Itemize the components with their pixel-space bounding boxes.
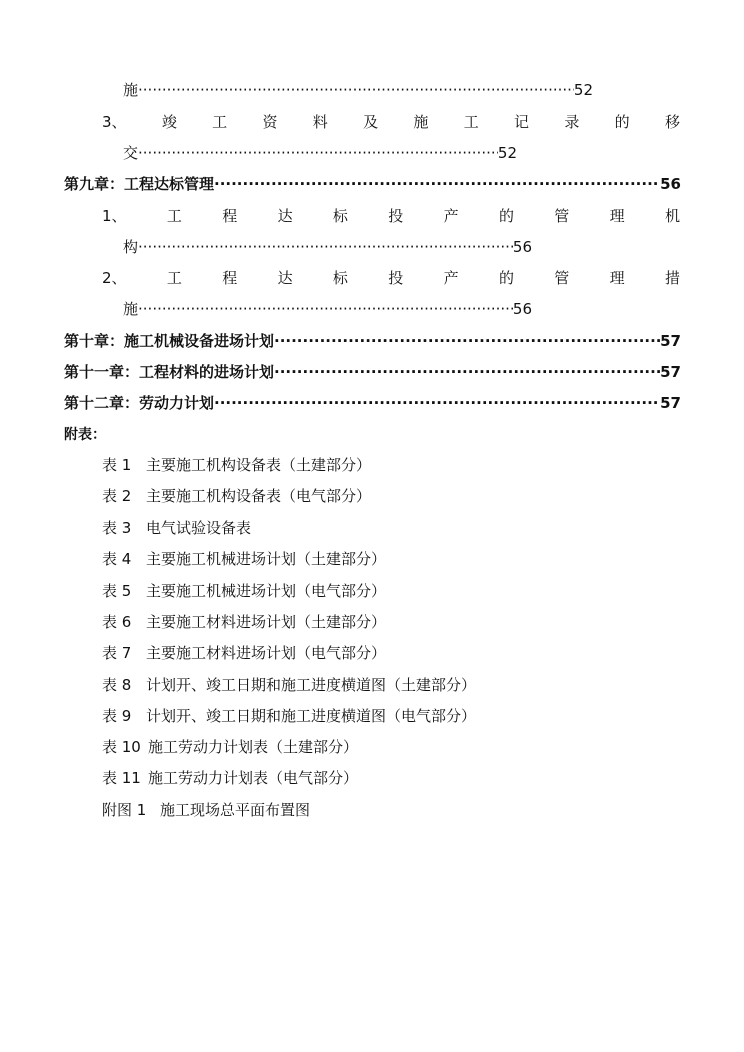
toc-char: 施 (413, 113, 429, 131)
appendix-item[interactable] (102, 486, 371, 506)
toc-leader-dots (138, 143, 498, 163)
appendix-item-title: 主要施工机械进场计划（土建部分） (146, 550, 387, 568)
toc-chapter-title: 第十二章：劳动力计划 (64, 394, 215, 412)
toc-chapter-title: 第九章：工程达标管理 (64, 175, 215, 193)
toc-char: 资 (262, 113, 278, 131)
toc-entry-number: 3、 (102, 113, 127, 131)
appendix-item-number: 表 11 (102, 769, 141, 787)
toc-char: 工 (212, 113, 228, 131)
appendix-item-title: 计划开、竣工日期和施工进度横道图（土建部分） (146, 676, 477, 694)
toc-chapter-title: 第十章：施工机械设备进场计划 (64, 332, 275, 350)
appendix-item-number: 表 8 (102, 676, 132, 694)
toc-entry-text: 施 (123, 81, 139, 99)
appendix-item[interactable] (102, 706, 476, 726)
toc-char: 工 (463, 113, 479, 131)
appendix-item[interactable] (102, 549, 386, 569)
appendix-item[interactable] (102, 737, 358, 757)
toc-chapter-10[interactable] (64, 331, 681, 351)
appendix-item-number: 表 4 (102, 550, 132, 568)
toc-entry-text: 交 (123, 144, 139, 162)
toc-entry-number: 1、 (102, 207, 127, 225)
appendix-item-number: 表 5 (102, 582, 132, 600)
toc-leader-dots (214, 174, 660, 194)
toc-char: 录 (564, 113, 580, 131)
appendix-item-number: 表 1 (102, 456, 132, 474)
toc-page-number: 57 (660, 394, 681, 412)
appendix-item[interactable] (102, 455, 371, 475)
appendix-item[interactable] (102, 518, 251, 538)
toc-leader-dots (274, 362, 660, 382)
toc-char: 管 (554, 207, 570, 225)
appendix-item-title: 主要施工材料进场计划（土建部分） (146, 613, 387, 631)
toc-entry-text: 构 (123, 238, 139, 256)
toc-entry-3[interactable] (102, 112, 680, 132)
toc-char: 标 (332, 269, 348, 287)
toc-char: 移 (664, 113, 680, 131)
toc-char: 程 (222, 207, 238, 225)
toc-char: 投 (388, 269, 404, 287)
toc-chapter-12[interactable] (64, 393, 681, 413)
toc-leader-dots (138, 299, 513, 319)
appendix-item[interactable] (102, 643, 386, 663)
toc-page-number: 56 (512, 300, 532, 318)
toc-entry-continuation[interactable] (123, 80, 593, 100)
toc-char: 工 (166, 269, 182, 287)
toc-chapter-title: 第十一章：工程材料的进场计划 (64, 363, 275, 381)
appendix-item[interactable] (102, 768, 358, 788)
appendix-item-number: 表 10 (102, 738, 141, 756)
appendix-item-title: 施工劳动力计划表（土建部分） (148, 738, 359, 756)
appendix-item[interactable] (102, 675, 476, 695)
toc-char: 料 (312, 113, 328, 131)
toc-char: 的 (498, 269, 514, 287)
toc-page-number: 56 (512, 238, 532, 256)
appendix-item-number: 表 3 (102, 519, 132, 537)
toc-char: 达 (277, 207, 293, 225)
appendix-item-title: 计划开、竣工日期和施工进度横道图（电气部分） (146, 707, 477, 725)
toc-char: 投 (388, 207, 404, 225)
appendix-item-title: 主要施工机构设备表（电气部分） (146, 487, 372, 505)
toc-char: 措 (664, 269, 680, 287)
appendix-item-title: 主要施工材料进场计划（电气部分） (146, 644, 387, 662)
toc-char: 理 (609, 269, 625, 287)
toc-entry-9-1[interactable] (102, 206, 680, 226)
toc-page-number: 52 (497, 144, 517, 162)
toc-leader-dots (274, 331, 660, 351)
toc-char: 管 (554, 269, 570, 287)
toc-page-number: 52 (573, 81, 593, 99)
appendix-item-number: 表 6 (102, 613, 132, 631)
toc-entry-3-continuation[interactable] (123, 143, 517, 163)
appendix-item-title: 施工劳动力计划表（电气部分） (148, 769, 359, 787)
toc-page-number: 57 (660, 363, 681, 381)
toc-entry-number: 2、 (102, 269, 127, 287)
appendix-item-title: 电气试验设备表 (146, 519, 252, 537)
toc-entry-9-1-continuation[interactable] (123, 237, 532, 257)
toc-char: 理 (609, 207, 625, 225)
toc-entry-9-2[interactable] (102, 268, 680, 288)
appendix-item[interactable] (102, 581, 386, 601)
toc-entry-9-2-continuation[interactable] (123, 299, 532, 319)
appendix-figure[interactable] (102, 800, 310, 820)
appendix-item-title: 主要施工机械进场计划（电气部分） (146, 582, 387, 600)
toc-char: 产 (443, 207, 459, 225)
toc-char: 及 (363, 113, 379, 131)
toc-page-number: 56 (660, 175, 681, 193)
toc-entry-text: 施 (123, 300, 139, 318)
toc-chapter-9[interactable] (64, 174, 681, 194)
appendix-item-number: 表 7 (102, 644, 132, 662)
toc-char: 产 (443, 269, 459, 287)
toc-leader-dots (138, 80, 574, 100)
appendix-item-number: 表 2 (102, 487, 132, 505)
toc-char: 机 (664, 207, 680, 225)
toc-chapter-11[interactable] (64, 362, 681, 382)
appendix-item-title: 主要施工机构设备表（土建部分） (146, 456, 372, 474)
appendix-item-number: 表 9 (102, 707, 132, 725)
toc-char: 竣 (161, 113, 177, 131)
appendix-heading: 附表： (64, 427, 106, 443)
appendix-figure-title: 施工现场总平面布置图 (160, 801, 311, 819)
toc-char: 记 (514, 113, 530, 131)
toc-char: 标 (332, 207, 348, 225)
appendix-figure-number: 附图 1 (102, 801, 147, 819)
toc-char: 程 (222, 269, 238, 287)
toc-leader-dots (138, 237, 513, 257)
toc-char: 的 (614, 113, 630, 131)
toc-char: 的 (498, 207, 514, 225)
toc-leader-dots (214, 393, 660, 413)
toc-char: 达 (277, 269, 293, 287)
toc-page-number: 57 (660, 332, 681, 350)
toc-char: 工 (166, 207, 182, 225)
appendix-item[interactable] (102, 612, 386, 632)
